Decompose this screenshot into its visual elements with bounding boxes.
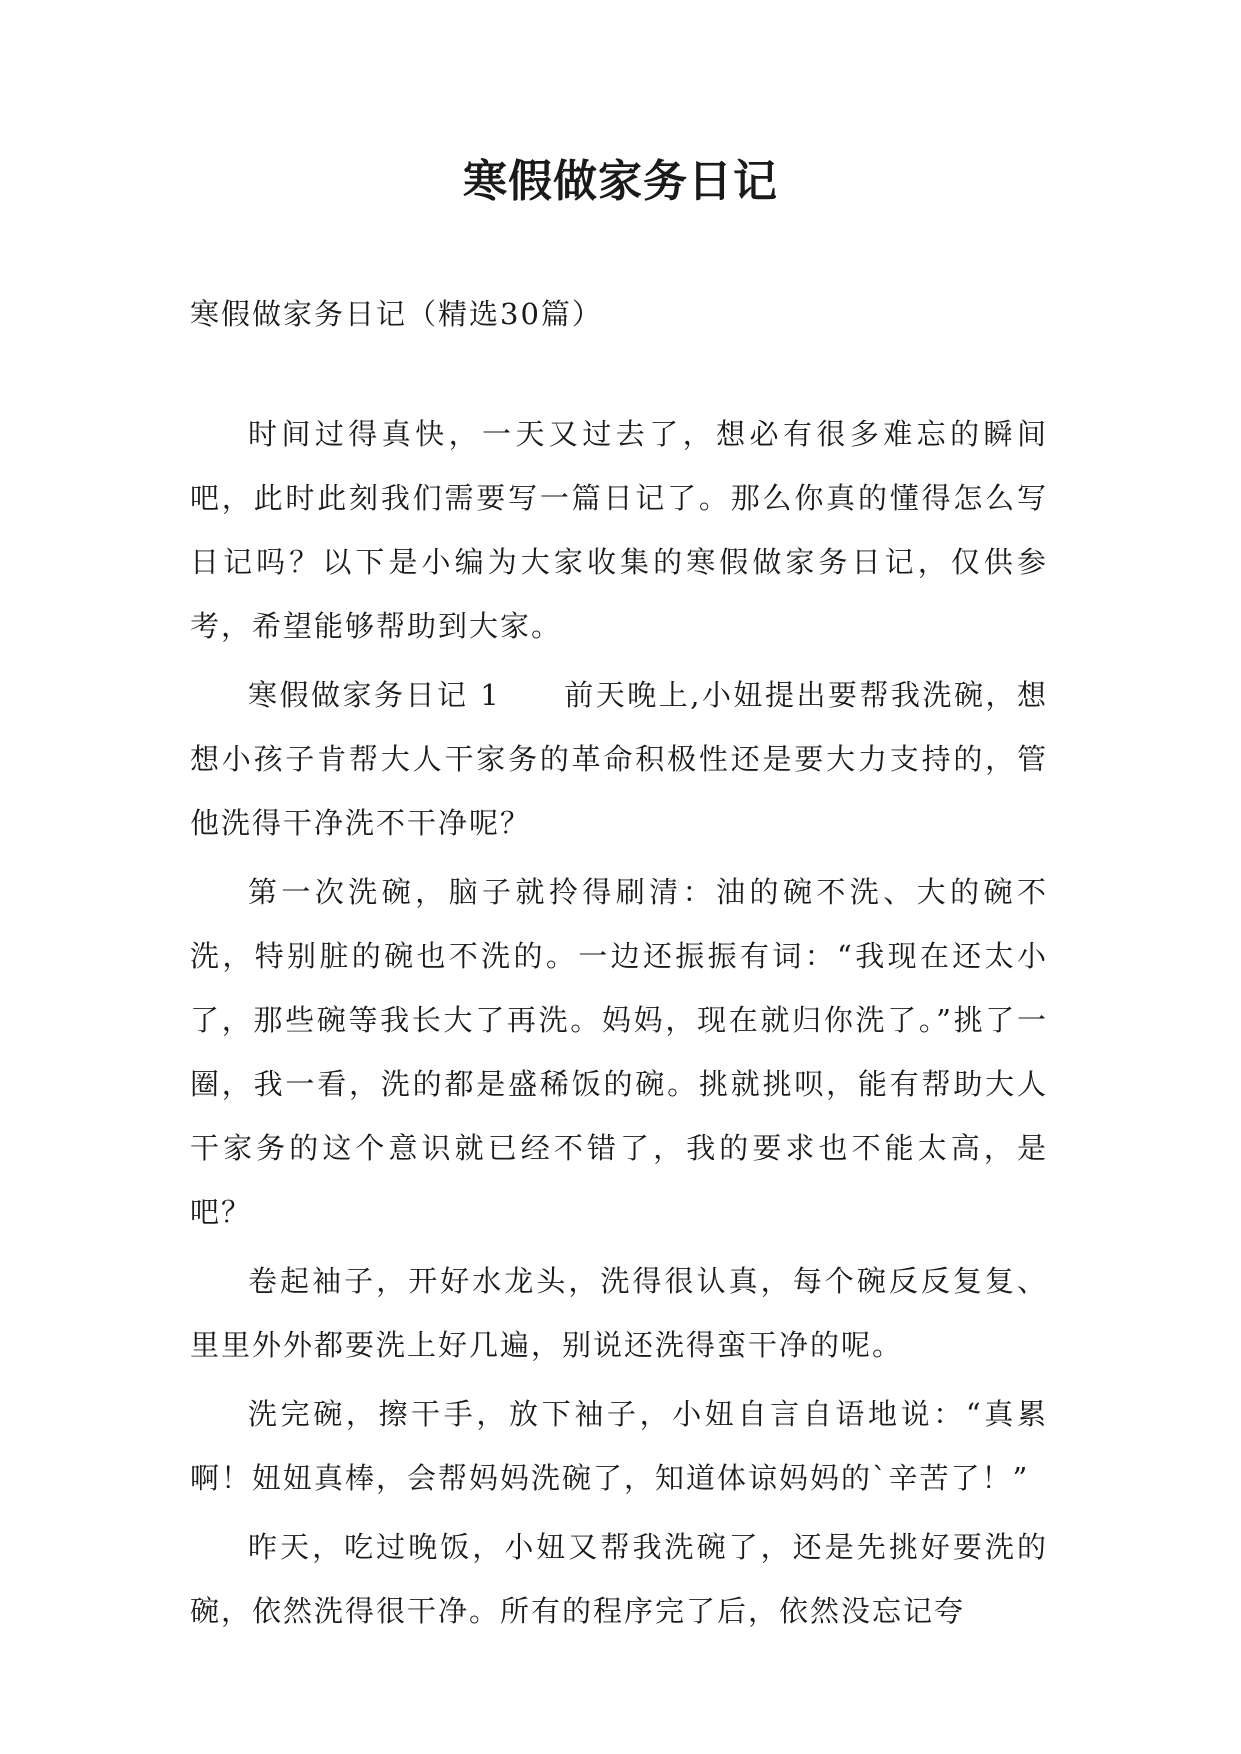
paragraph-after-washing: 洗完碗，擦干手，放下袖子，小妞自言自语地说：“真累啊！妞妞真棒，会帮妈妈洗碗了，知道体谅妈妈的`辛苦了！” xyxy=(190,1397,1048,1495)
document-title: 寒假做家务日记 xyxy=(463,156,778,207)
paragraph-diary-1-start: 寒假做家务日记 1 前天晚上,小妞提出要帮我洗碗，想想小孩子肯帮大人干家务的革命积极性还是要大力支持的，管他洗得干净洗不干净呢？ xyxy=(190,678,1048,840)
paragraph-first-wash: 第一次洗碗，脑子就拎得刷清：油的碗不洗、大的碗不洗，特别脏的碗也不洗的。一边还振振有词：“我现在还太小了，那些碗等我长大了再洗。妈妈，现在就归你洗了。”挑了一圈，我一看，洗的都是盛稀饭的碗。挑就挑呗，能有帮助大人干家务的这个意识就已经不错了，我的要求也不能太高，是吧？ xyxy=(190,875,1048,1229)
paragraph-intro: 时间过得真快，一天又过去了，想必有很多难忘的瞬间吧，此时此刻我们需要写一篇日记了。那么你真的懂得怎么写日记吗？以下是小编为大家收集的寒假做家务日记，仅供参考，希望能够帮助到大家。 xyxy=(190,417,1048,643)
document-body xyxy=(190,402,1048,1643)
paragraph-rolling-sleeves: 卷起袖子，开好水龙头，洗得很认真，每个碗反反复复、里里外外都要洗上好几遍，别说还洗得蛮干净的呢。 xyxy=(190,1264,1048,1362)
paragraph-yesterday: 昨天，吃过晚饭，小妞又帮我洗碗了，还是先挑好要洗的碗，依然洗得很干净。所有的程序完了后，依然没忘记夸 xyxy=(190,1530,1048,1628)
document-subtitle: 寒假做家务日记（精选30篇） xyxy=(190,297,603,331)
